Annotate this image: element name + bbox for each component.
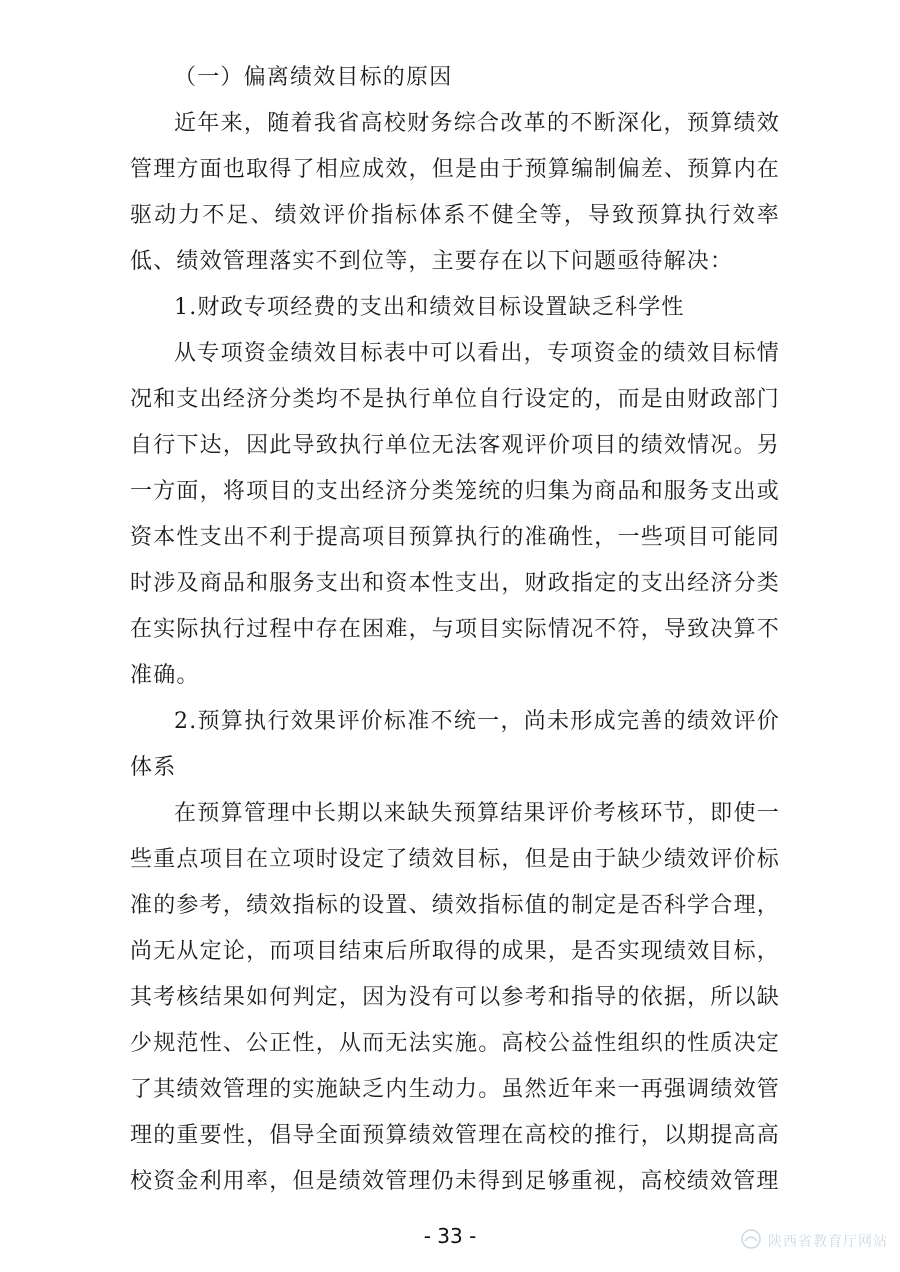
paragraph-2: 在预算管理中长期以来缺失预算结果评价考核环节，即使一些重点项目在立项时设定了绩效目标，但是由于缺少绩效评价标准的参考，绩效指标的设置、绩效指标值的制定是否科学合理，尚无从定论，而项目结束后所取得的成果，是否实现绩效目标，其考核结果如何判定，因为没有可以参考和指导的依据，所以缺少规范性、公正性，从而无法实施。高校公益性组织的性质决定了其绩效管理的实施缺乏内生动力。虽然近年来一再强调绩效管理的重要性，倡导全面预算绩效管理在高校的推行，以期提高高校资金利用率，但是绩效管理仍未得到足够重视，高校绩效管理 <box>130 801 780 1194</box>
document-body <box>130 55 780 1205</box>
emblem-icon <box>740 1228 762 1254</box>
subheading-2: 2.预算执行效果评价标准不统一，尚未形成完善的绩效评价体系 <box>130 709 780 780</box>
section-heading: （一）偏离绩效目标的原因 <box>174 65 453 90</box>
page-number: - 33 - <box>423 1224 477 1248</box>
subheading-1: 1.财政专项经费的支出和绩效目标设置缺乏科学性 <box>174 295 685 320</box>
watermark-text: 陕西省教育厅网站 <box>768 1234 888 1250</box>
watermark <box>740 1228 888 1254</box>
paragraph-1: 从专项资金绩效目标表中可以看出，专项资金的绩效目标情况和支出经济分类均不是执行单位自行设定的，而是由财政部门自行下达，因此导致执行单位无法客观评价项目的绩效情况。另一方面，将项目的支出经济分类笼统的归集为商品和服务支出或资本性支出不利于提高项目预算执行的准确性，一些项目可能同时涉及商品和服务支出和资本性支出，财政指定的支出经济分类在实际执行过程中存在困难，与项目实际情况不符，导致决算不准确。 <box>130 341 780 688</box>
paragraph-intro: 近年来，随着我省高校财务综合改革的不断深化，预算绩效管理方面也取得了相应成效，但是由于预算编制偏差、预算内在驱动力不足、绩效评价指标体系不健全等，导致预算执行效率低、绩效管理落实不到位等，主要存在以下问题亟待解决： <box>130 111 780 274</box>
